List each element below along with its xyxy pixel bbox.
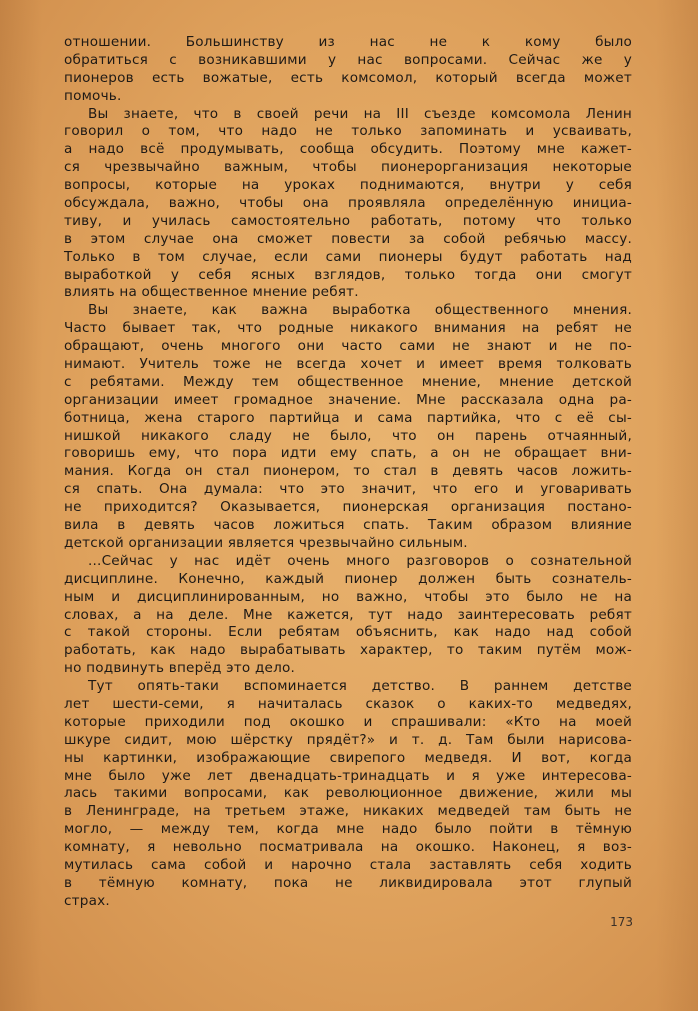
text-line: ся спать. Она думала: что это значит, что его и уговаривать	[64, 481, 632, 498]
text-line: а надо всё продумывать, сообща обсудить. Поэтому мне кажет-	[64, 141, 632, 158]
paragraph-3	[64, 302, 632, 552]
text-line: Тут опять-таки вспоминается детство. В раннем детстве	[88, 678, 632, 695]
text-line: словах, а на деле. Мне кажется, тут надо заинтересовать ребят	[64, 606, 632, 623]
text-line: Только в том случае, если сами пионеры будут работать над	[64, 248, 632, 265]
text-line: не приходится? Оказывается, пионерская организация постано-	[64, 499, 632, 516]
text-line: с такой стороны. Если ребятам объяснить, как надо над собой	[64, 624, 632, 641]
text-line: с ребятами. Между тем общественное мнение, мнение детской	[64, 373, 632, 390]
text-line: дисциплине. Конечно, каждый пионер должен быть сознатель-	[64, 570, 632, 587]
text-line: отношении. Большинству из нас не к кому было	[64, 34, 632, 50]
text-line: вила в девять часов ложиться спать. Таким образом влияние	[64, 517, 632, 534]
text-line: в тёмную комнату, пока не ликвидировала этот глупый	[64, 874, 632, 891]
paragraph-1	[64, 34, 632, 106]
text-line: ны картинки, изображающие свирепого медведя. И вот, когда	[64, 749, 632, 766]
body-text	[64, 34, 632, 911]
text-line: говорил о том, что надо не только запоминать и усваивать,	[64, 123, 632, 140]
paragraph-5	[64, 678, 632, 911]
text-line: нишкой никакого сладу не было, что он парень отчаянный,	[64, 427, 632, 444]
text-line: могло, — между тем, когда мне надо было пойти в тёмную	[64, 821, 632, 838]
text-line: ботница, жена старого партийца и сама партийка, что с её сы-	[64, 409, 632, 426]
text-line: мутилась сама собой и нарочно стала заставлять себя ходить	[64, 856, 632, 873]
text-line: лет шести-семи, я начиталась сказок о каких-то медведях,	[64, 695, 632, 712]
text-line: Вы знаете, как важна выработка общественного мнения.	[88, 302, 632, 319]
text-line: нимают. Учитель тоже не всегда хочет и имеет время толковать	[64, 356, 632, 373]
text-line: Часто бывает так, что родные никакого внимания на ребят не	[64, 320, 632, 337]
text-line: влиять на общественное мнение ребят.	[64, 284, 359, 301]
text-line: Вы знаете, что в своей речи на III съезде комсомола Ленин	[88, 105, 632, 122]
text-line: работать, как надо вырабатывать характер, то таким путём мож-	[64, 642, 632, 659]
text-line: в Ленинграде, на третьем этаже, никаких медведей там быть не	[64, 803, 632, 820]
text-line: вопросы, которые на уроках поднимаются, внутри у себя	[64, 177, 632, 194]
text-line: которые приходили под окошко и спрашивали: «Кто на моей	[64, 713, 632, 730]
page-number: 173	[610, 915, 633, 929]
text-line: обратиться с возникавшими у нас вопросами. Сейчас же у	[64, 51, 632, 68]
text-line: шкуре сидит, мою шёрстку прядёт?» и т. д. Там были нарисова-	[64, 731, 632, 748]
text-line: говоришь ему, что пора идти ему спать, а он не обращает вни-	[64, 445, 632, 462]
text-line: комнату, я невольно посматривала на окошко. Наконец, я воз-	[64, 839, 632, 856]
text-line: детской организации является чрезвычайно сильным.	[64, 534, 468, 551]
text-line: обращают, очень многого они часто сами не знают и не по-	[64, 338, 632, 355]
text-line: ным и дисциплинированным, но важно, чтобы это было не на	[64, 588, 632, 605]
paragraph-4	[64, 553, 632, 678]
paragraph-2	[64, 106, 632, 303]
text-line: лась такими вопросами, как революционное движение, жили мы	[64, 785, 632, 802]
text-line: страх.	[64, 892, 110, 909]
text-line: организации имеет громадное значение. Мне рассказала одна ра-	[64, 391, 632, 408]
text-line: обсуждала, важно, чтобы она проявляла определённую инициа-	[64, 195, 632, 212]
text-line: мания. Когда он стал пионером, то стал в девять часов ложить-	[64, 463, 632, 480]
text-line: выработкой у себя ясных взглядов, только тогда они смогут	[64, 266, 632, 283]
text-line: помочь.	[64, 87, 122, 104]
text-line: ся чрезвычайно важным, чтобы пионерорганизация некоторые	[64, 159, 632, 176]
text-line: пионеров есть вожатые, есть комсомол, который всегда может	[64, 69, 632, 86]
text-line: тиву, и училась самостоятельно работать, потому что только	[64, 212, 632, 229]
text-line: мне было уже лет двенадцать-тринадцать и я уже интересова-	[64, 767, 632, 784]
text-line: ...Сейчас у нас идёт очень много разговоров о сознательной	[88, 552, 632, 569]
text-line: но подвинуть вперёд это дело.	[64, 660, 296, 677]
text-line: в этом случае она сможет повести за собой ребячью массу.	[64, 230, 632, 247]
